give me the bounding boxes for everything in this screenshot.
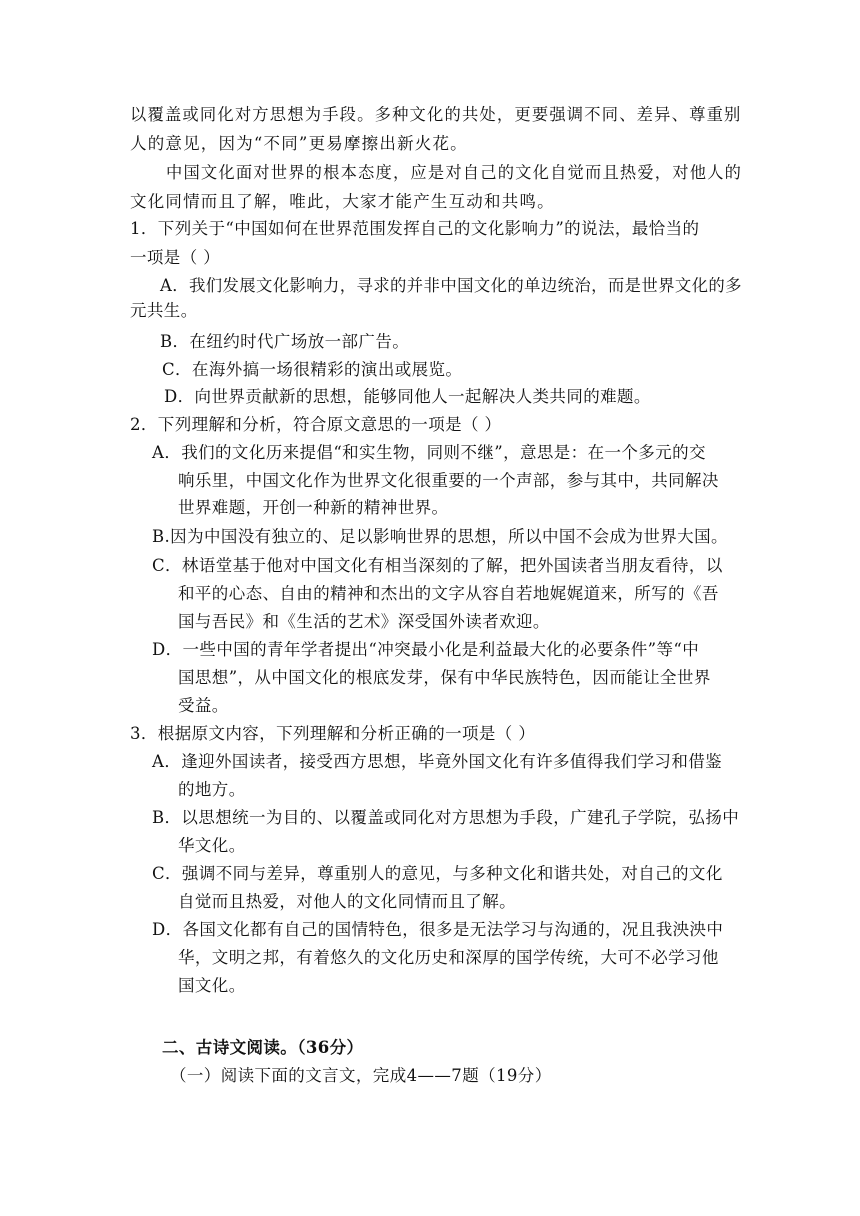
question-1-option-c: C．在海外搞一场很精彩的演出或展览。: [162, 360, 463, 379]
question-2-option-c: 国与吾民》和《生活的艺术》深受国外读者欢迎。: [178, 612, 550, 631]
question-2-option-b: B.因为中国没有独立的、足以影响世界的思想，所以中国不会成为世界大国。: [152, 527, 728, 546]
passage-line: 中国文化面对世界的根本态度，应是对自己的文化自觉而且热爱，对他人的: [166, 163, 743, 182]
question-2-option-a: 响乐里，中国文化作为世界文化很重要的一个声部，参与其中，共同解决: [178, 471, 719, 490]
question-2-option-d: 受益。: [178, 696, 229, 715]
question-3-option-a: A．逢迎外国读者，接受西方思想，毕竟外国文化有许多值得我们学习和借鉴: [152, 752, 723, 771]
question-3-option-b: 华文化。: [178, 836, 246, 855]
section-heading: 二、古诗文阅读。（36分）: [162, 1038, 364, 1057]
question-2-option-a: A．我们的文化历来提倡“和实生物，同则不继”，意思是：在一个多元的交: [152, 443, 706, 462]
passage-line: 以覆盖或同化对方思想为手段。多种文化的共处，更要强调不同、差异、尊重别: [130, 105, 742, 124]
question-2-option-c: C．林语堂基于他对中国文化有相当深刻的了解，把外国读者当朋友看待，以: [152, 556, 723, 575]
question-1-option-a: 元共生。: [130, 301, 198, 320]
question-2-stem: 2．下列理解和分析，符合原文意思的一项是（ ）: [130, 415, 502, 434]
passage-line: 文化同情而且了解，唯此，大家才能产生互动和共鸣。: [130, 192, 555, 211]
section-subheading: （一）阅读下面的文言文，完成4——7题（19分）: [170, 1066, 552, 1085]
question-2-option-d: D．一些中国的青年学者提出“冲突最小化是利益最大化的必要条件”等“中: [152, 640, 700, 659]
question-3-option-d: 国文化。: [178, 976, 246, 995]
passage-line: 人的意见，因为“不同”更易摩擦出新火花。: [130, 134, 468, 153]
question-1-option-b: B．在纽约时代广场放一部广告。: [160, 332, 410, 351]
question-1-option-a: A．我们发展文化影响力，寻求的并非中国文化的单边统治，而是世界文化的多: [160, 276, 742, 295]
question-1-stem: 一项是（ ）: [130, 248, 221, 267]
question-3-option-c: 自觉而且热爱，对他人的文化同情而且了解。: [178, 892, 516, 911]
question-1-stem: 1．下列关于“中国如何在世界范围发挥自己的文化影响力”的说法，最恰当的: [130, 219, 700, 238]
question-2-option-d: 国思想”，从中国文化的根底发芽，保有中华民族特色，因而能让全世界: [178, 668, 711, 687]
question-3-option-d: D．各国文化都有自己的国情特色，很多是无法学习与沟通的，况且我泱泱中: [152, 920, 724, 939]
question-2-option-c: 和平的心态、自由的精神和杰出的文字从容自若地娓娓道来，所写的《吾: [178, 584, 719, 603]
question-3-option-a: 的地方。: [178, 780, 246, 799]
question-3-stem: 3．根据原文内容，下列理解和分析正确的一项是（ ）: [130, 724, 536, 743]
question-3-option-b: B．以思想统一为目的、以覆盖或同化对方思想为手段，广建孔子学院，弘扬中: [152, 808, 740, 827]
question-2-option-a: 世界难题，开创一种新的精神世界。: [178, 498, 449, 517]
question-3-option-c: C．强调不同与差异，尊重别人的意见，与多种文化和谐共处，对自己的文化: [152, 864, 723, 883]
question-3-option-d: 华，文明之邦，有着悠久的文化历史和深厚的国学传统，大可不必学习他: [178, 948, 719, 967]
question-1-option-d: D．向世界贡献新的思想，能够同他人一起解决人类共同的难题。: [164, 387, 651, 406]
